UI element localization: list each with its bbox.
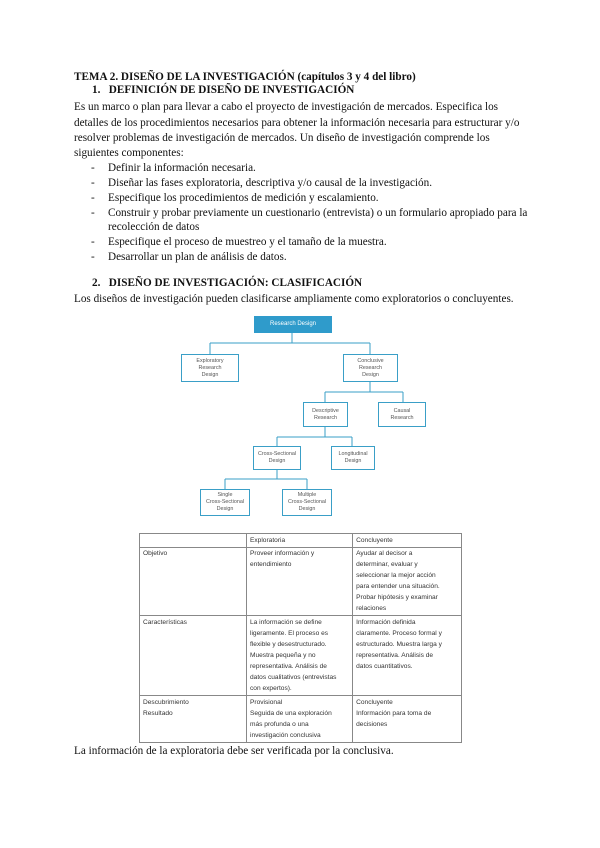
table-header-cell: Exploratoria — [246, 534, 352, 548]
table-header-cell: Concluyente — [353, 534, 462, 548]
table-cell: Objetivo — [140, 548, 247, 616]
diagram-node-longitudinal: Longitudinal Design — [331, 446, 375, 470]
section1-number: 1. — [92, 84, 101, 96]
comparison-table — [139, 533, 462, 743]
document-page: TEMA 2. DISEÑO DE LA INVESTIGACIÓN (capítulos 3 y 4 del libro) 1. DEFINICIÓN DE DISEÑO DE INVESTIGACIÓN Es un marco o plan para llevar a cabo el proyecto de investigación de mercados. Especifica los detalles de los procedimientos necesarios para obtener la información necesaria para estructurar y/o resolver problemas de investigación de mercados. Un diseño de investigación comprende los siguientes componentes: - Definir la información necesaria. - Diseñar las fases exploratoria, descriptiva y/o causal de la investigación. - Especifique los procedimientos de medición y escalamiento. - Construir y probar previamente un cuestionario (entrevista) o un formulario apropiado para la recolección de datos - Especifique el proceso de muestreo y el tamaño de la muestra. - Desarrollar un plan de análisis de datos. 2. DISEÑO DE INVESTIGACIÓN: CLASIFICACIÓN Los diseños de investigación pueden clasificarse ampliamente como exploratorios o concluyentes. Research Design Exploratory Research Design Conclusive Research Design Descriptive Research Causal Research Cross-Sectional Design Longitudinal Design Single Cross-Sectional Design Multiple Cross-Sectional Design Exploratoria Concluyente Objetivo Proveer información y entendimiento Ayudar al decisor a determinar, evaluar y seleccionar la mejor acción para entender una situación. Probar hipótesis y examinar relaciones Características La información se define ligeramente. El proceso es flexible y desestructurado. Muestra pequeña y no representativa. Análisis de datos cualitativos (entrevistas con expertos). Información definida claramente. Proceso formal y estructurado. Muestra larga y representativa. Análisis de datos cuantitativos. Descubrimiento Resultado Provisional Seguida de una exploración más profunda o una investigación conclusiva Concluyente Información para toma de decisiones La información de la exploratoria debe ser verificada por la conclusiva. — [0, 0, 600, 848]
diagram-node-multiple-cross-sectional: Multiple Cross-Sectional Design — [282, 489, 332, 516]
paragraph-line: detalles de los procedimientos necesarios para obtener la información necesaria para estructurar y/o — [74, 117, 520, 129]
section2-intro: Los diseños de investigación pueden clasificarse ampliamente como exploratorios o concluyentes. — [74, 293, 514, 305]
table-cell: Información definida claramente. Proceso formal y estructurado. Muestra larga y representativa. Análisis de datos cuantitativos. — [353, 616, 462, 696]
table-cell: Concluyente Información para toma de decisiones — [353, 696, 462, 743]
table-cell: Provisional Seguida de una exploración más profunda o una investigación conclusiva — [246, 696, 352, 743]
document-title: TEMA 2. DISEÑO DE LA INVESTIGACIÓN (capítulos 3 y 4 del libro) — [74, 71, 416, 83]
section2-title: DISEÑO DE INVESTIGACIÓN: CLASIFICACIÓN — [108, 277, 363, 289]
table-row — [140, 696, 462, 743]
table-header-cell — [140, 534, 247, 548]
bullet-continuation: recolección de datos — [108, 221, 200, 233]
paragraph-line: siguientes componentes: — [74, 147, 184, 159]
table-header-row — [140, 534, 462, 548]
diagram-node-causal: Causal Research — [378, 402, 426, 427]
paragraph-line: resolver problemas de investigación de mercados. Un diseño de investigación comprende los — [74, 132, 490, 144]
table-cell: Características — [140, 616, 247, 696]
closing-sentence: La información de la exploratoria debe ser verificada por la conclusiva. — [74, 745, 394, 757]
table-row — [140, 616, 462, 696]
table-row — [140, 548, 462, 616]
diagram-node-research-design: Research Design — [254, 316, 332, 333]
table-cell: La información se define ligeramente. El proceso es flexible y desestructurado. Muestra pequeña y no representativa. Análisis de datos cualitativos (entrevistas con expertos). — [246, 616, 352, 696]
diagram-node-conclusive: Conclusive Research Design — [343, 354, 398, 382]
paragraph-line: Es un marco o plan para llevar a cabo el proyecto de investigación de mercados. Especifica los — [74, 101, 499, 113]
diagram-node-descriptive: Descriptive Research — [303, 402, 348, 427]
diagram-node-cross-sectional: Cross-Sectional Design — [253, 446, 301, 470]
table-cell: Proveer información y entendimiento — [246, 548, 352, 616]
diagram-node-single-cross-sectional: Single Cross-Sectional Design — [200, 489, 250, 516]
section1-title: DEFINICIÓN DE DISEÑO DE INVESTIGACIÓN — [108, 84, 355, 96]
section2-number: 2. — [92, 277, 101, 289]
diagram-node-exploratory: Exploratory Research Design — [181, 354, 239, 382]
table-cell: Descubrimiento Resultado — [140, 696, 247, 743]
table-cell: Ayudar al decisor a determinar, evaluar y seleccionar la mejor acción para entender una situación. Probar hipótesis y examinar relaciones — [353, 548, 462, 616]
